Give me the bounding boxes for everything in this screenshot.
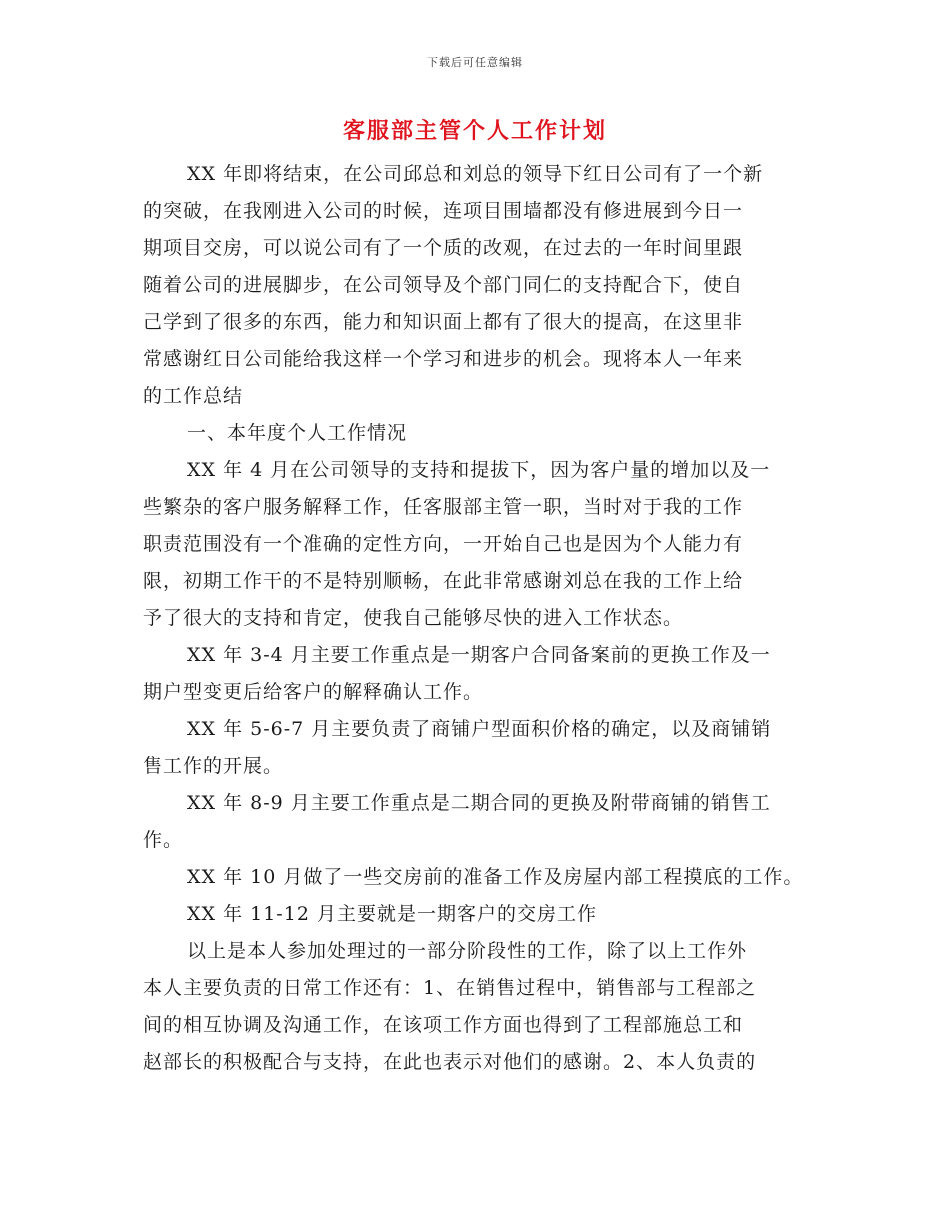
paragraph-line: XX 年即将结束，在公司邱总和刘总的领导下红日公司有了一个新 [187,163,764,185]
paragraph-line: 予了很大的支持和肯定，使我自己能够尽快的进入工作状态。 [143,607,684,629]
paragraph-line: XX 年 5-6-7 月主要负责了商铺户型面积价格的确定，以及商铺销 [187,718,772,740]
paragraph-line: 的突破，在我刚进入公司的时候，连项目围墙都没有修进展到今日一 [143,200,744,222]
document-title: 客服部主管个人工作计划 [342,118,607,144]
paragraph-line: 的工作总结 [143,385,244,407]
paragraph-line: 期户型变更后给客户的解释确认工作。 [143,681,484,703]
paragraph-line: 常感谢红日公司能给我这样一个学习和进步的机会。现将本人一年来 [143,348,744,370]
paragraph-line: 些繁杂的客户服务解释工作，任客服部主管一职，当时对于我的工作 [143,496,744,518]
paragraph-line: 己学到了很多的东西，能力和知识面上都有了很大的提高，在这里非 [143,311,744,333]
page-header-note: 下载后可任意编辑 [427,56,523,69]
paragraph-line: XX 年 11-12 月主要就是一期客户的交房工作 [187,903,597,925]
paragraph-line: 期项目交房，可以说公司有了一个质的改观，在过去的一年时间里跟 [143,237,744,259]
paragraph-line: 职责范围没有一个准确的定性方向，一开始自己也是因为个人能力有 [143,533,744,555]
paragraph-line: 随着公司的进展脚步，在公司领导及个部门同仁的支持配合下，使自 [143,274,744,296]
paragraph-line: 赵部长的积极配合与支持，在此也表示对他们的感谢。2、本人负责的 [143,1051,757,1073]
paragraph-line: 售工作的开展。 [143,755,284,777]
paragraph-line: XX 年 4 月在公司领导的支持和提拔下，因为客户量的增加以及一 [187,459,771,481]
paragraph-line: 限，初期工作干的不是特别顺畅，在此非常感谢刘总在我的工作上给 [143,570,744,592]
paragraph-line: 间的相互协调及沟通工作，在该项工作方面也得到了工程部施总工和 [143,1014,744,1036]
document-body [143,156,823,1081]
paragraph-line: XX 年 10 月做了一些交房前的准备工作及房屋内部工程摸底的工作。 [187,866,804,888]
section-heading: 一、本年度个人工作情况 [187,422,408,444]
paragraph-line: 本人主要负责的日常工作还有：1、在销售过程中，销售部与工程部之 [143,977,757,999]
paragraph-line: XX 年 8-9 月主要工作重点是二期合同的更换及附带商铺的销售工 [187,792,771,814]
paragraph-line: XX 年 3-4 月主要工作重点是一期客户合同备案前的更换工作及一 [187,644,771,666]
paragraph-line: 以上是本人参加处理过的一部分阶段性的工作，除了以上工作外 [187,940,748,962]
paragraph-line: 作。 [143,829,184,851]
